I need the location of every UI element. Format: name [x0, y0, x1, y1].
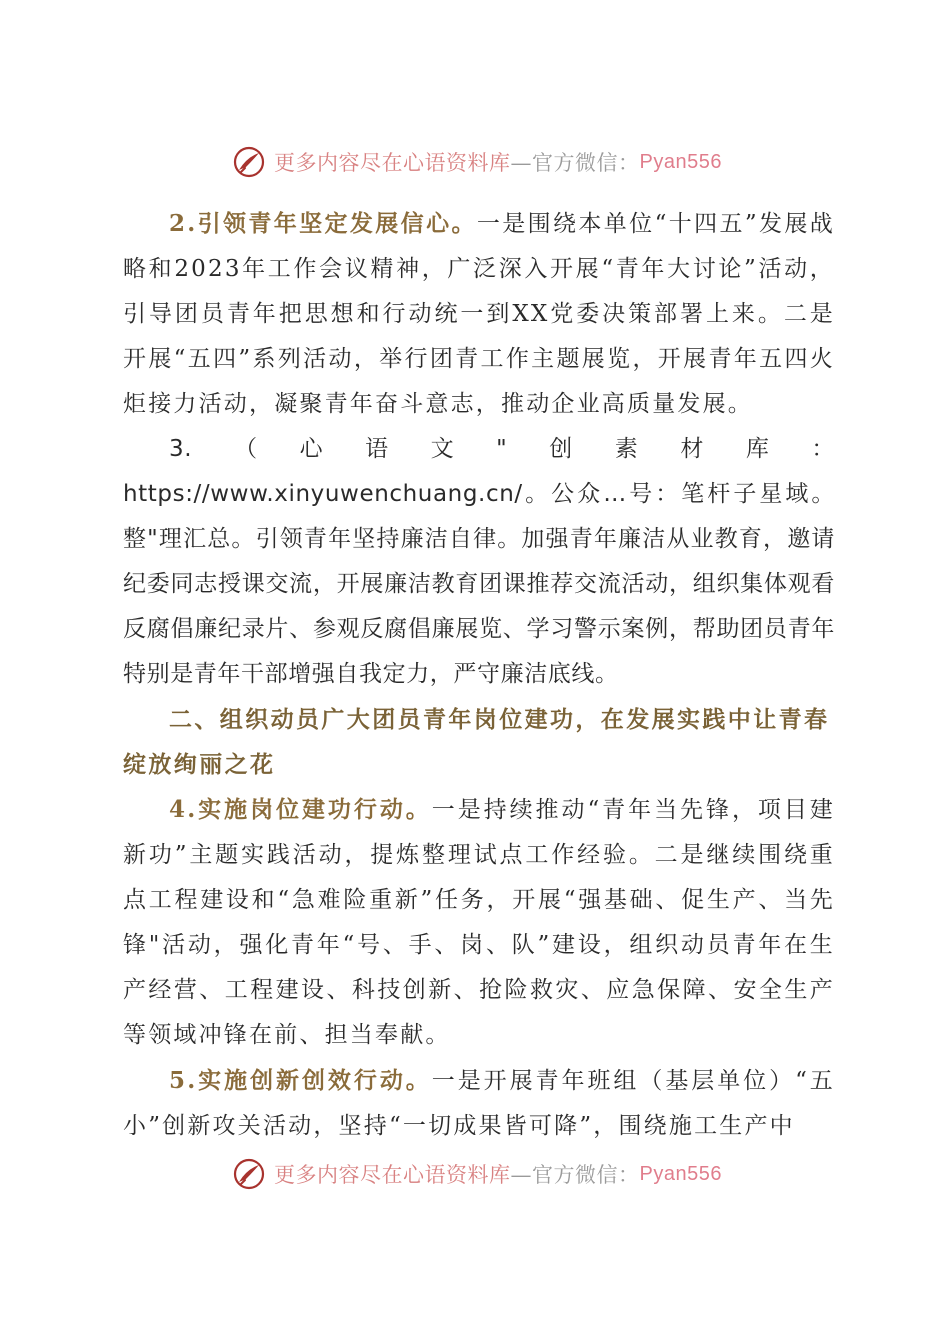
watermark-wechat-label: —官方微信： — [510, 151, 640, 175]
watermark-title: 更多内容尽在心语资料库 — [274, 151, 511, 175]
paragraph-4-heading: 4.实施岗位建功行动。 — [169, 796, 432, 823]
paragraph-2-heading: 2.引领青年坚定发展信心。 — [169, 210, 477, 237]
paragraph-4 — [123, 787, 835, 1058]
watermark-wechat-label: —官方微信： — [510, 1163, 640, 1187]
watermark-banner-bottom — [0, 1152, 950, 1196]
paragraph-5-heading: 5.实施创新创效行动。 — [169, 1067, 432, 1094]
watermark-title: 更多内容尽在心语资料库 — [274, 1163, 511, 1187]
paragraph-4-text: 一是持续推动“青年当先锋，项目建新功”主题实践活动，提炼整理试点工作经验。二是继续围绕重点工程建设和“急难险重新”任务，开展“强基础、促生产、当先锋"活动，强化青年“号、手、岗、队”建设，组织动员青年在生产经营、工程建设、科技创新、抢险救灾、应急保障、安全生产等领域冲锋在前、担当奉献。 — [123, 797, 835, 1048]
paragraph-2-text: 一是围绕本单位“十四五”发展战略和2023年工作会议精神，广泛深入开展“青年大讨论”活动，引导团员青年把思想和行动统一到XX党委决策部署上来。二是开展“五四”系列活动，举行团青工作主题展览，开展青年五四火炬接力活动，凝聚青年奋斗意志，推动企业高质量发展。 — [123, 211, 835, 417]
pen-seal-logo-icon — [232, 145, 266, 179]
watermark-wechat-id: Pyan556 — [639, 150, 722, 173]
document-body — [123, 201, 835, 1149]
paragraph-3-text: 3.（心语文"创素材库：https://www.xinyuwenchuang.cn/。公众…号：笔杆子星域。整"理汇总。引领青年坚持廉洁自律。加强青年廉洁从业教育，邀请纪委同志授课交流，开展廉洁教育团课推荐交流活动，组织集体观看反腐倡廉纪录片、参观反腐倡廉展览、学习警示案例，帮助团员青年特别是青年干部增强自我定力，严守廉洁底线。 — [123, 436, 835, 687]
watermark-banner-top — [0, 140, 950, 184]
paragraph-2 — [123, 201, 835, 427]
pen-seal-logo-icon — [232, 1157, 266, 1191]
paragraph-3 — [123, 427, 835, 697]
paragraph-5-text: 一是开展青年班组（基层单位）“五小”创新攻关活动，坚持“一切成果皆可降”，围绕施工生产中 — [123, 1068, 835, 1139]
paragraph-5 — [123, 1058, 835, 1149]
section-2-heading: 二、组织动员广大团员青年岗位建功，在发展实践中让青春绽放绚丽之花 — [123, 706, 830, 778]
watermark-wechat-id: Pyan556 — [639, 1162, 722, 1185]
